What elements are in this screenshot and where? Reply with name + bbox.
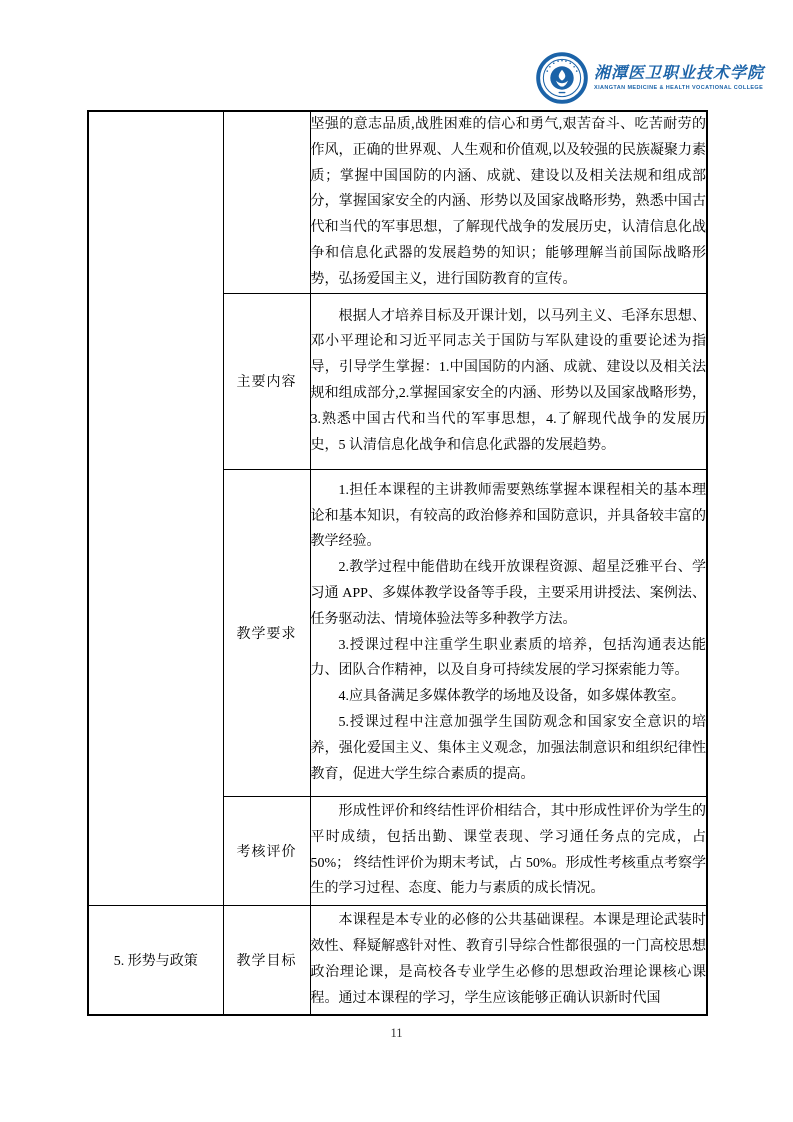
course5-goal-label: 教学目标 <box>223 905 310 1015</box>
assessment-text: 形成性评价和终结性评价相结合，其中形成性评价为学生的平时成绩，包括出勤、课堂表现、学习通任务点的完成，占50%； 终结性评价为期末考试，占 50%。形成性考核重点考察学生的学习过程、态度、能力与素质的成长情况。 <box>310 803 706 897</box>
teaching-requirements-cell <box>310 469 707 796</box>
continuation-text: 坚强的意志品质,战胜困难的信心和勇气,艰苦奋斗、吃苦耐劳的作风，正确的世界观、人生观和价值观,以及较强的民族凝聚力素质；掌握中国国防的内涵、成就、建设以及相关法规和组成部分，掌握国家安全的内涵、形势以及国家战略形势，熟悉中国古代和当代的军事思想，了解现代战争的发展历史，认清信息化战争和信息化武器的发展趋势的知识；能够理解当前国际战略形势，弘扬爱国主义，进行国防教育的宣传。 <box>310 117 706 287</box>
course5-goal-cell <box>310 905 707 1015</box>
college-name-en: XIANGTAN MEDICINE & HEALTH VOCATIONAL COLLEGE <box>594 85 764 91</box>
college-logo-text <box>594 64 764 92</box>
course5-goal-text: 本课程是本专业的必修的公共基础课程。本课是理论武装时效性、释疑解惑针对性、教育引导综合性都很强的一门高校思想政治理论课，是高校各专业学生必修的思想政治理论课核心课程。通过本课程的学习，学生应该能够正确认识新时代国 <box>310 913 706 1006</box>
college-logo <box>536 52 764 104</box>
cell-continuation-content <box>310 111 707 293</box>
assessment-cell <box>310 796 707 905</box>
teaching-requirement-item: 1.担任本课程的主讲教师需要熟练掌握本课程相关的基本理论和基本知识，有较高的政治修养和国防意识，并具备较丰富的教学经验。 <box>310 482 706 550</box>
table-row-course5 <box>88 905 707 1015</box>
teaching-requirement-item: 4.应具备满足多媒体教学的场地及设备，如多媒体教室。 <box>338 689 685 705</box>
college-logo-emblem-icon <box>536 52 588 104</box>
page-number: 11 <box>390 1026 403 1040</box>
label-cell-empty <box>223 111 310 293</box>
course-cell-merged-empty <box>88 111 223 905</box>
teaching-requirement-item: 3.授课过程中注重学生职业素质的培养，包括沟通表达能力、团队合作精神，以及自身可持续发展的学习探索能力等。 <box>310 637 706 679</box>
main-content-cell <box>310 293 707 469</box>
teaching-requirement-item: 2.教学过程中能借助在线开放课程资源、超星泛雅平台、学习通 APP、多媒体教学设备等手段，主要采用讲授法、案例法、任务驱动法、情境体验法等多种教学方法。 <box>310 560 706 627</box>
main-content-label: 主要内容 <box>223 293 310 469</box>
course5-name-cell: 5. 形势与政策 <box>88 905 223 1015</box>
assessment-label: 考核评价 <box>223 796 310 905</box>
syllabus-table <box>87 110 708 1016</box>
college-name-zh: 湘潭医卫职业技术学院 <box>594 65 765 82</box>
teaching-requirements-label: 教学要求 <box>223 469 310 796</box>
teaching-requirement-item: 5.授课过程中注意加强学生国防观念和国家安全意识的培养，强化爱国主义、集体主义观念，加强法制意识和组织纪律性教育，促进大学生综合素质的提高。 <box>310 714 706 782</box>
main-content-text: 根据人才培养目标及开课计划，以马列主义、毛泽东思想、邓小平理论和习近平同志关于国防与军队建设的重要论述为指导，引导学生掌握：1.中国国防的内涵、成就、建设以及相关法规和组成部分,2.掌握国家安全的内涵、形势以及国家战略形势，3.熟悉中国古代和当代的军事思想，4.了解现代战争的发展历史，5 认清信息化战争和信息化武器的发展趋势。 <box>310 308 706 453</box>
table-row-continuation <box>88 111 707 293</box>
